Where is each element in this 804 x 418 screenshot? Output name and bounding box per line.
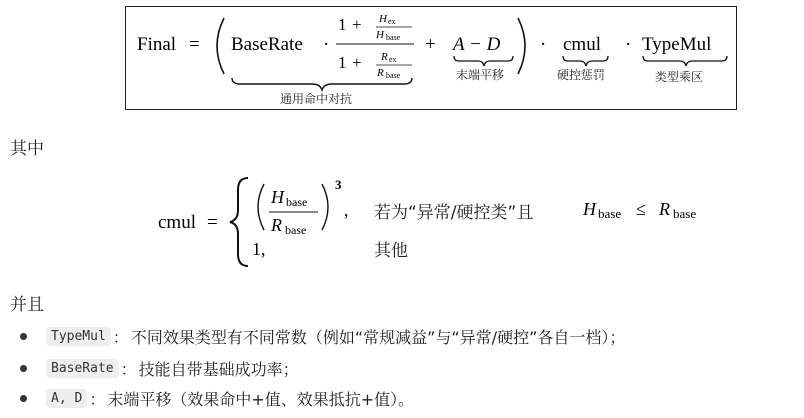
underbrace-hit: [232, 78, 412, 90]
cond-r-sub: base: [673, 206, 697, 221]
dot-1: ·: [323, 34, 330, 55]
cases-brace: [230, 178, 248, 266]
rex-sub: ex: [389, 55, 397, 64]
case2-condition-text: 其他: [374, 241, 408, 261]
heading-and: 并且: [10, 295, 44, 315]
case1-h: H: [271, 187, 284, 207]
cmul-equals: =: [207, 212, 218, 233]
list-item: [20, 386, 414, 410]
right-paren: [518, 18, 525, 74]
cond-h-sub: base: [598, 206, 622, 221]
den-one: 1: [338, 53, 347, 72]
case1-r: R: [271, 215, 282, 235]
case1-rparen: [322, 184, 328, 230]
bullet-dot: [20, 395, 27, 402]
case2-value: 1,: [252, 239, 266, 259]
case1-r-sub: base: [285, 223, 307, 237]
a-minus-d: A − D: [453, 34, 501, 55]
bullet-dot: [20, 333, 27, 340]
cond-h: H: [583, 199, 596, 219]
final-lhs: Final: [137, 34, 177, 55]
plus-ad: +: [425, 34, 436, 55]
bullet-text: 技能自带基础成功率；: [138, 359, 299, 379]
cmul-lhs: cmul: [158, 212, 196, 233]
underbrace-shift: [454, 56, 513, 66]
case1-exponent: 3: [335, 177, 342, 192]
hex-sym: H: [379, 13, 387, 25]
inline-code: A, D: [46, 389, 87, 408]
label-end-shift: 末端平移: [456, 68, 505, 82]
dot-2: ·: [540, 34, 547, 55]
label-hit-contest: 通用命中对抗: [280, 92, 353, 106]
heading-where: 其中: [10, 139, 44, 159]
case1-h-sub: base: [286, 195, 308, 209]
num-plus: +: [352, 15, 362, 34]
list-item: [20, 356, 299, 380]
typemul-term: TypeMul: [642, 34, 712, 55]
final-equals: =: [189, 34, 200, 55]
label-hardctrl-penalty: 硬控惩罚: [557, 68, 606, 82]
dot-3: ·: [625, 34, 632, 55]
cmul-term: cmul: [563, 34, 601, 55]
cond-leq: ≤: [636, 199, 646, 219]
colon: ：: [120, 359, 137, 379]
colon: ：: [112, 327, 129, 347]
num-one: 1: [338, 15, 347, 34]
case1-lparen: [258, 184, 264, 230]
bullet-dot: [20, 365, 27, 372]
case1-condition-text: 若为“异常/硬控类”且: [374, 203, 534, 223]
bullet-text: 不同效果类型有不同常数（例如“常规减益”与“异常/硬控”各自一档）；: [130, 327, 626, 347]
hex-sub: ex: [388, 17, 396, 26]
bullet-text: 末端平移（效果命中+值、效果抵抗+值）。: [107, 389, 415, 409]
inline-code: TypeMul: [46, 327, 111, 346]
den-plus: +: [352, 53, 362, 72]
baserate-term: BaseRate: [231, 34, 303, 55]
underbrace-type: [643, 56, 727, 66]
rex-sym: R: [381, 51, 388, 63]
hbase-sym: H: [376, 29, 384, 41]
hbase-sub: base: [386, 33, 401, 42]
underbrace-hardctrl: [563, 56, 608, 66]
rbase-sym: R: [377, 67, 384, 79]
list-item: [20, 324, 625, 348]
cond-r: R: [659, 199, 670, 219]
case1-comma: ,: [344, 200, 349, 220]
colon: ：: [89, 389, 106, 409]
left-paren: [217, 18, 224, 74]
label-type-multiplier: 类型乘区: [655, 70, 704, 84]
rbase-sub: base: [386, 71, 401, 80]
inline-code: BaseRate: [46, 359, 119, 378]
